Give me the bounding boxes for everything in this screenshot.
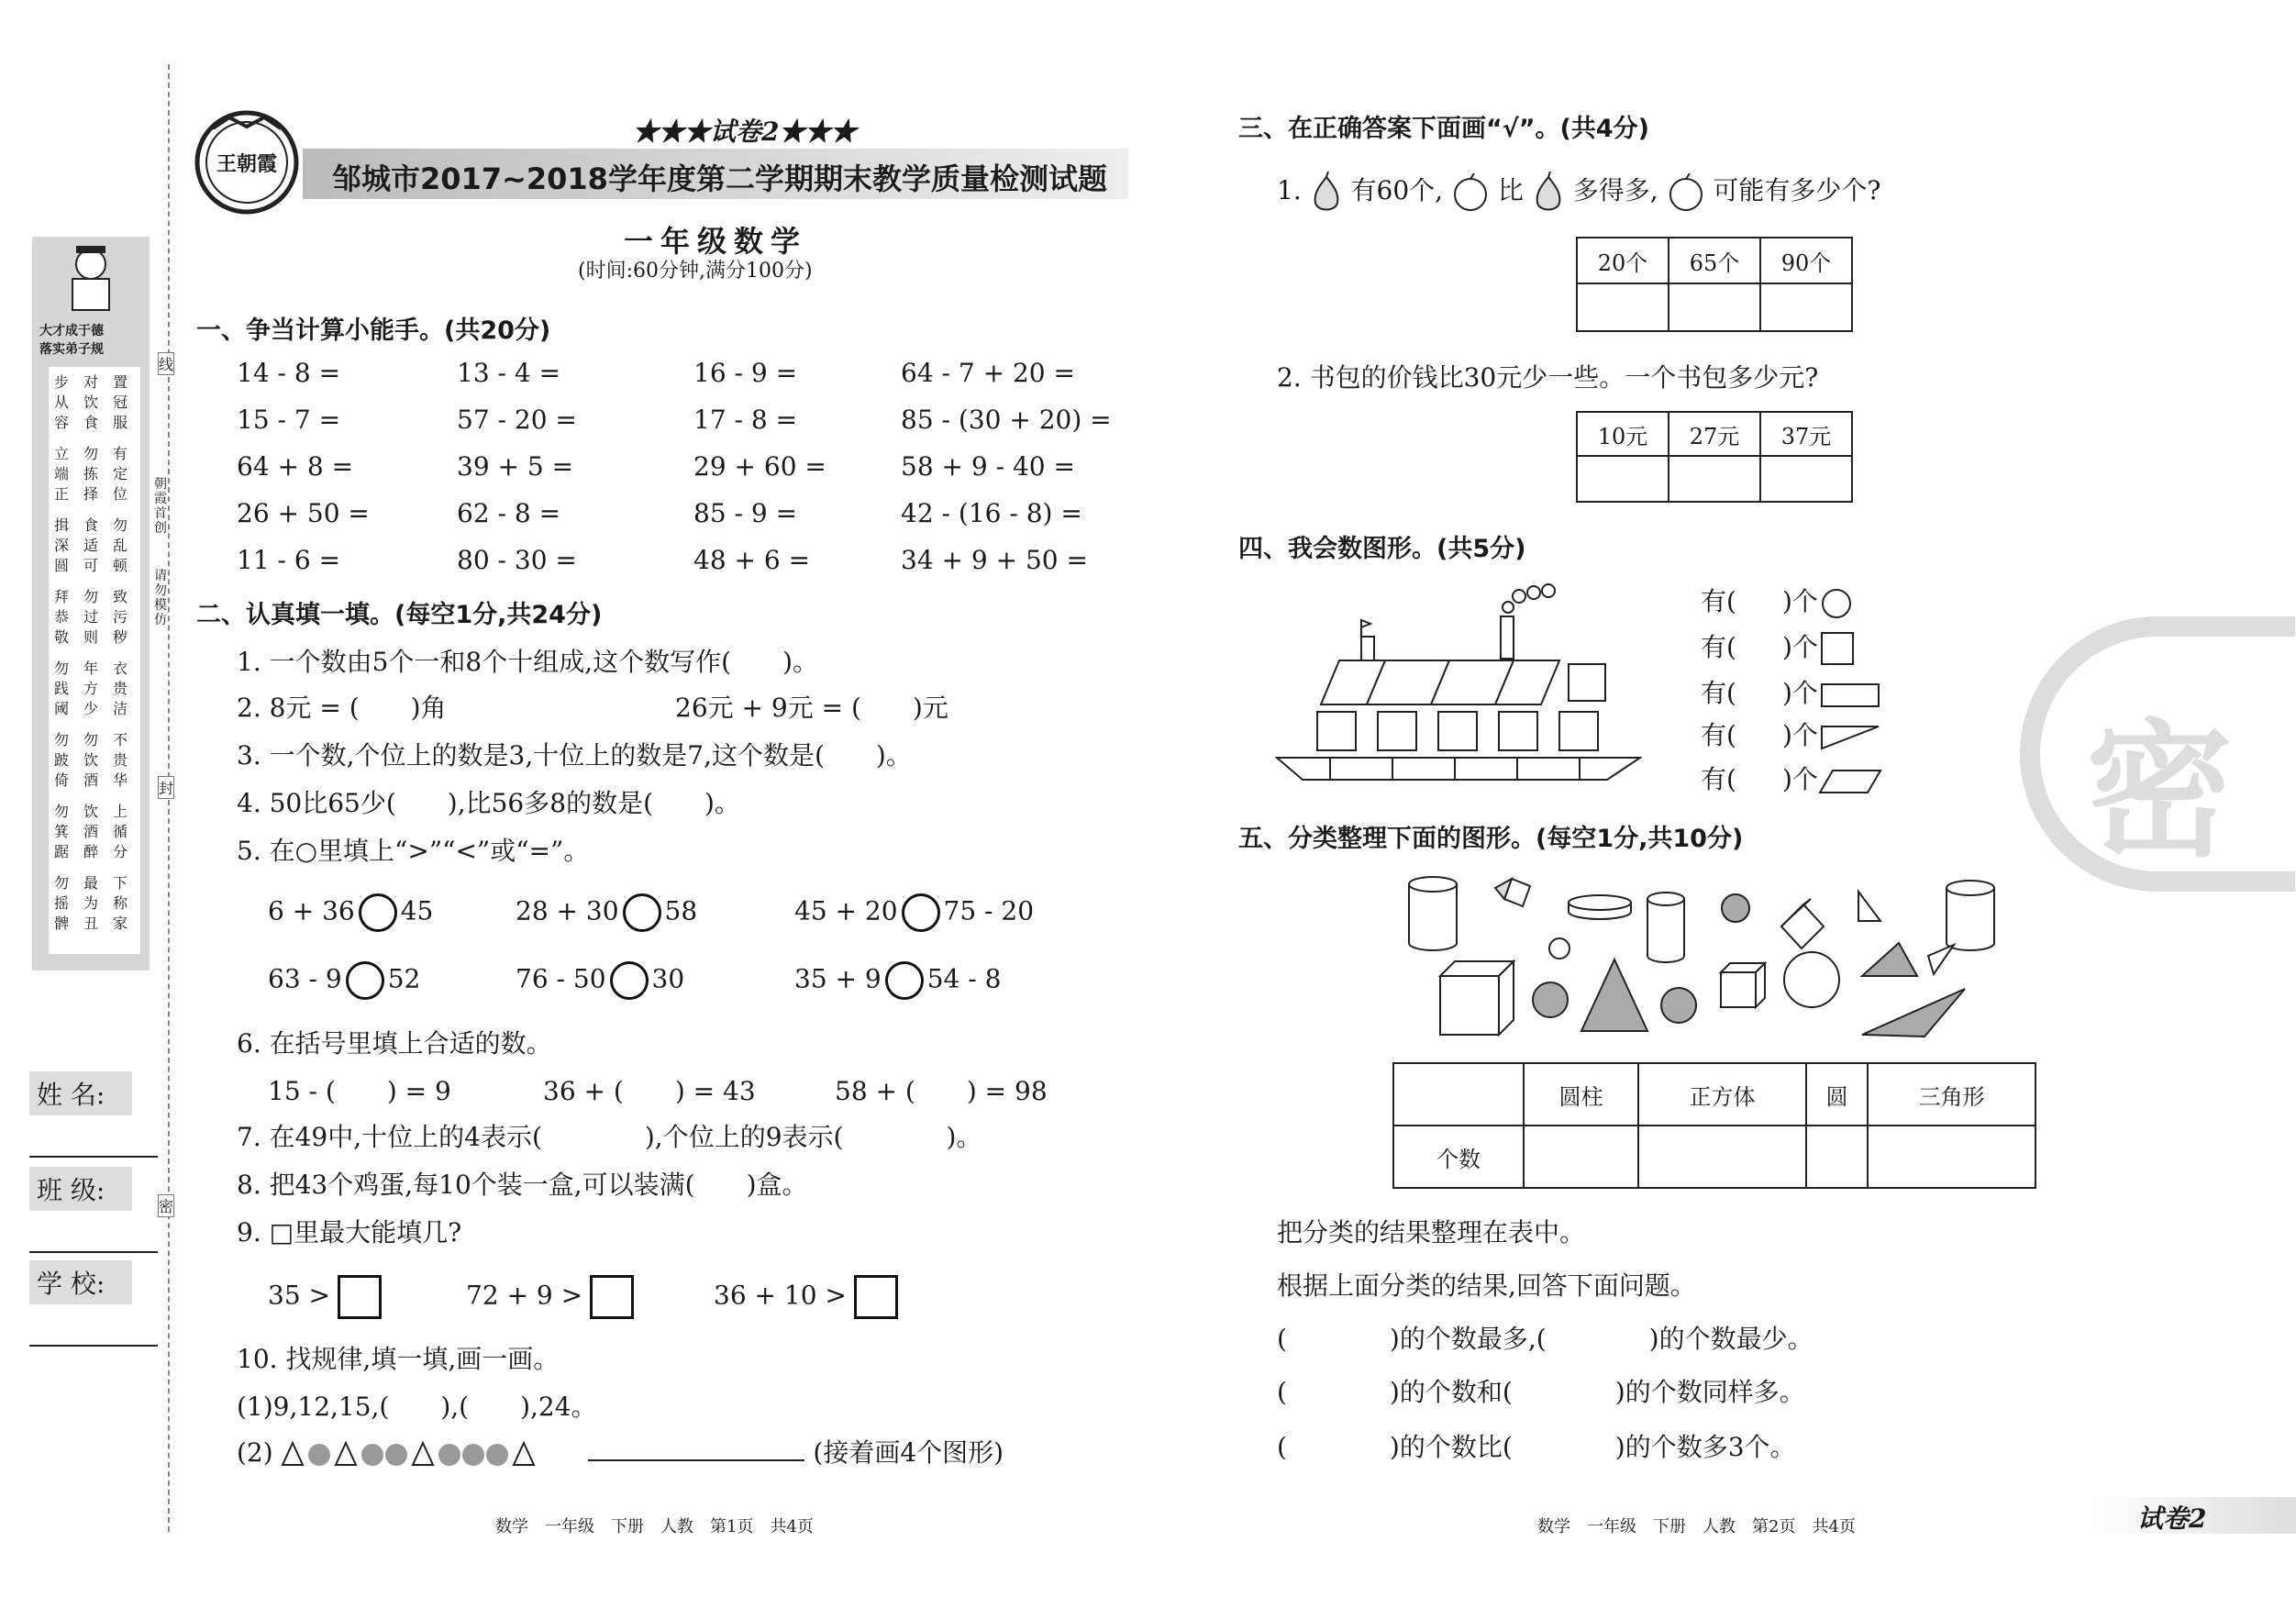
count-row: [1701, 673, 1882, 710]
motto-phrase: 置冠服: [113, 373, 128, 431]
question-2-5: 5. 在○里填上“>”“<”或“=”。: [237, 836, 590, 866]
table-corner: [1393, 1063, 1524, 1126]
q-text-1: 有60个,: [1350, 175, 1444, 205]
motto-phrase: 有定位: [113, 445, 128, 503]
section-2-title: 二、认真填一填。(每空1分,共24分): [196, 601, 603, 629]
calc-problem[interactable]: 64 - 7 + 20 =: [901, 358, 1075, 388]
fill-blank-item[interactable]: 58 + ( ) = 98: [835, 1076, 1048, 1106]
calc-problem[interactable]: 34 + 9 + 50 =: [901, 545, 1088, 575]
rectangle-icon: [1818, 681, 1882, 710]
tick-cell[interactable]: [1577, 283, 1669, 331]
compare-left: 76 - 50: [516, 963, 606, 994]
name-label: 姓 名:: [29, 1071, 132, 1115]
compare-circle[interactable]: [359, 893, 397, 932]
motto-phrase: 勿过则: [83, 588, 99, 646]
cut-mark-line: 线: [158, 352, 174, 375]
tick-cell[interactable]: [1577, 456, 1669, 502]
table-cell[interactable]: [1806, 1126, 1868, 1188]
compare-circle[interactable]: [885, 961, 924, 1000]
calc-problem[interactable]: 15 - 7 =: [237, 405, 341, 435]
school-underline: [29, 1304, 158, 1347]
calc-problem[interactable]: 11 - 6 =: [237, 545, 341, 575]
compare-item: [268, 893, 433, 932]
section-4-title: 四、我会数图形。(共5分): [1238, 535, 1526, 563]
compare-right: 45: [400, 895, 434, 926]
calc-problem[interactable]: 62 - 8 =: [457, 498, 561, 528]
pear-icon: [1532, 172, 1565, 214]
motto-phrase: 步从容: [54, 373, 70, 431]
question-2-1: 1. 一个数由5个一和8个十组成,这个数写作( )。: [237, 647, 818, 677]
count-row: [1701, 627, 1855, 668]
motto-phrase: 对饮食: [83, 373, 99, 431]
pattern-suffix: (接着画4个图形): [813, 1437, 1004, 1468]
page-footer-left: 数学 一年级 下册 人教 第1页 共4页: [495, 1517, 814, 1536]
compare-item: [794, 961, 1001, 1000]
compare-circle[interactable]: [902, 893, 940, 932]
motto-phrase: 饮酒醉: [83, 803, 99, 860]
copyright-note-2: 请勿模仿: [154, 569, 167, 627]
apple-icon: [1667, 173, 1705, 212]
fill-blank-item[interactable]: 36 + ( ) = 43: [543, 1076, 756, 1106]
count-prefix: 有(: [1701, 586, 1736, 616]
choice-option: 37元: [1760, 412, 1852, 456]
compare-item: [794, 893, 1034, 932]
table-header: 圆: [1806, 1063, 1868, 1126]
ship-figure: [1275, 583, 1642, 794]
calc-problem[interactable]: 26 + 50 =: [237, 498, 370, 528]
q-number: 1.: [1277, 175, 1302, 205]
publisher-logo: [193, 108, 301, 216]
class-label: 班 级:: [29, 1167, 132, 1211]
count-row: [1701, 715, 1882, 752]
corner-tab: [2091, 1497, 2296, 1534]
tick-cell[interactable]: [1669, 283, 1760, 331]
square-icon: [1818, 631, 1855, 668]
apple-icon: [1451, 173, 1490, 212]
corner-label: 试卷2: [2137, 1503, 2207, 1534]
count-suffix: )个: [1781, 720, 1818, 750]
calc-problem[interactable]: 29 + 60 =: [693, 451, 826, 482]
exam-tag: ★★★试卷2★★★: [633, 116, 857, 147]
motto-phrase: 勿践阈: [54, 660, 70, 717]
calc-problem[interactable]: 13 - 4 =: [457, 358, 561, 388]
compare-left: 45 + 20: [794, 895, 898, 926]
calc-grid: [237, 358, 1154, 596]
calc-problem[interactable]: 85 - 9 =: [693, 498, 798, 528]
motto-phrase: 上循分: [113, 803, 128, 860]
stamp-character: 密: [2086, 705, 2234, 877]
question-2-8: 8. 把43个鸡蛋,每10个装一盒,可以装满( )盒。: [237, 1170, 808, 1200]
instruction-line: 把分类的结果整理在表中。: [1277, 1217, 1586, 1248]
section-5-title: 五、分类整理下面的图形。(每空1分,共10分): [1238, 825, 1744, 853]
q-text-4: 可能有多少个?: [1713, 175, 1881, 205]
motto-phrase: 揖深圆: [54, 516, 70, 574]
table-header: 正方体: [1638, 1063, 1806, 1126]
count-suffix: )个: [1781, 678, 1818, 708]
answer-line[interactable]: ( )的个数比( )的个数多3个。: [1277, 1432, 1796, 1462]
question-2-2b: 26元 + 9元 = ( )元: [675, 693, 948, 723]
motto-phrase: 勿乱顿: [113, 516, 128, 574]
max-fill-item: [268, 1275, 382, 1319]
motto-phrase: 勿跛倚: [54, 731, 70, 789]
time-note: (时间:60分钟,满分100分): [578, 260, 813, 283]
count-row: [1701, 760, 1882, 796]
q-text-3: 多得多,: [1572, 175, 1658, 205]
pear-icon: [1310, 172, 1343, 214]
parallelogram-icon: [1818, 767, 1882, 796]
motto-phrase: 衣贵洁: [113, 660, 128, 717]
motto-phrase: 拜恭敬: [54, 588, 70, 646]
motto-grid: [49, 367, 140, 954]
table-row-label: 个数: [1393, 1126, 1524, 1188]
fill-blank-item[interactable]: 15 - ( ) = 9: [268, 1076, 451, 1106]
calc-problem[interactable]: 85 - (30 + 20) =: [901, 405, 1112, 435]
question-2-6: 6. 在括号里填上合适的数。: [237, 1028, 552, 1059]
count-prefix: 有(: [1701, 764, 1736, 794]
question-2-9: 9. □里最大能填几?: [237, 1217, 462, 1248]
page-footer-right: 数学 一年级 下册 人教 第2页 共4页: [1537, 1517, 1856, 1536]
motto-phrase: 年方少: [83, 660, 99, 717]
calc-problem[interactable]: 42 - (16 - 8) =: [901, 498, 1082, 528]
section-1-title: 一、争当计算小能手。(共20分): [196, 316, 551, 345]
count-suffix: )个: [1781, 586, 1818, 616]
choice-option: 10元: [1577, 412, 1669, 456]
calc-problem[interactable]: 16 - 9 =: [693, 358, 798, 388]
motto-phrase: 致污秽: [113, 588, 128, 646]
name-field[interactable]: [29, 1071, 158, 1158]
choice-option: 90个: [1760, 238, 1852, 283]
compare-circle[interactable]: [623, 893, 661, 932]
motto-phrase: 食适可: [83, 516, 99, 574]
school-field[interactable]: [29, 1260, 158, 1347]
compare-right: 30: [651, 963, 685, 994]
compare-right: 75 - 20: [943, 895, 1035, 926]
compare-left: 35 + 9: [794, 963, 882, 994]
answer-box[interactable]: [590, 1275, 634, 1319]
compare-item: [516, 961, 684, 1000]
sidebar-motto-panel: [32, 237, 150, 970]
count-prefix: 有(: [1701, 720, 1736, 750]
compare-right: 52: [387, 963, 421, 994]
calc-problem[interactable]: 64 + 8 =: [237, 451, 354, 482]
max-fill-item: [466, 1275, 634, 1319]
compare-left: 28 + 30: [516, 895, 619, 926]
motto-phrase: 勿饮酒: [83, 731, 99, 789]
tick-cell[interactable]: [1760, 456, 1852, 502]
choice-table-2: [1576, 411, 1853, 503]
table-cell[interactable]: [1638, 1126, 1806, 1188]
pattern-prefix: (2): [237, 1437, 273, 1468]
question-3-2: 2. 书包的价钱比30元少一些。一个书包多少元?: [1277, 362, 1819, 393]
calc-problem[interactable]: 57 - 20 =: [457, 405, 577, 435]
table-cell[interactable]: [1868, 1126, 2035, 1188]
q-text-2: 比: [1497, 175, 1524, 205]
question-2-4: 4. 50比65少( ),比56多8的数是( )。: [237, 788, 740, 818]
choice-option: 27元: [1669, 412, 1760, 456]
motto-phrase: 最为丑: [83, 874, 99, 932]
count-row: [1701, 582, 1855, 620]
draw-answer-line[interactable]: [588, 1437, 804, 1461]
confidential-stamp: [2020, 616, 2295, 892]
table-header: 三角形: [1868, 1063, 2035, 1126]
compare-circle[interactable]: [610, 961, 649, 1000]
count-prefix: 有(: [1701, 678, 1736, 708]
calc-problem[interactable]: 58 + 9 - 40 =: [901, 451, 1075, 482]
motto-phrase: 立端正: [54, 445, 70, 503]
logo-text: 王朝霞: [216, 152, 277, 176]
tick-cell[interactable]: [1760, 283, 1852, 331]
motto-phrase: 不贵华: [113, 731, 128, 789]
question-2-3: 3. 一个数,个位上的数是3,十位上的数是7,这个数是( )。: [237, 740, 912, 771]
cut-mark-secret: 密: [158, 1194, 174, 1217]
calc-problem[interactable]: 17 - 8 =: [693, 405, 798, 435]
max-fill-expr: 35 >: [268, 1280, 330, 1311]
answer-line[interactable]: ( )的个数最多,( )的个数最少。: [1277, 1324, 1814, 1354]
compare-circle[interactable]: [346, 961, 384, 1000]
tick-cell[interactable]: [1669, 456, 1760, 502]
max-fill-item: [714, 1275, 898, 1319]
table-cell[interactable]: [1524, 1126, 1638, 1188]
section-3-title: 三、在正确答案下面画“√”。(共4分): [1238, 115, 1649, 143]
compare-item: [268, 961, 420, 1000]
answer-line[interactable]: ( )的个数和( )的个数同样多。: [1277, 1377, 1805, 1407]
question-2-2a: 2. 8元 = ( )角: [237, 693, 447, 723]
max-fill-expr: 36 + 10 >: [714, 1280, 847, 1311]
motto-phrase: 下称家: [113, 874, 128, 932]
shapes-figure: [1403, 871, 2027, 1046]
question-3-1: [1277, 171, 1880, 214]
subject-title: 一年级数学: [624, 224, 808, 259]
count-prefix: 有(: [1701, 632, 1736, 662]
count-suffix: )个: [1781, 632, 1818, 662]
classification-table: [1392, 1062, 2036, 1189]
compare-left: 6 + 36: [268, 895, 355, 926]
choice-option: 65个: [1669, 238, 1760, 283]
calc-problem[interactable]: 39 + 5 =: [457, 451, 574, 482]
choice-table-1: [1576, 237, 1853, 332]
count-suffix: )个: [1781, 764, 1818, 794]
calc-problem[interactable]: 48 + 6 =: [693, 545, 811, 575]
calc-problem[interactable]: 80 - 30 =: [457, 545, 577, 575]
main-title: 邹城市2017~2018学年度第二学期期末教学质量检测试题: [332, 161, 1107, 196]
school-label: 学 校:: [29, 1260, 132, 1304]
instruction-line: 根据上面分类的结果,回答下面问题。: [1277, 1270, 1696, 1301]
answer-box[interactable]: [338, 1275, 382, 1319]
motto-top-2: 落实弟子规: [39, 342, 104, 357]
question-2-10-1: (1)9,12,15,( ),( ),24。: [237, 1392, 597, 1422]
motto-top-1: 大才成于德: [39, 324, 104, 338]
motto-phrase: 勿拣择: [83, 445, 99, 503]
shape-pattern: [282, 1440, 581, 1469]
choice-option: 20个: [1577, 238, 1669, 283]
answer-box[interactable]: [854, 1275, 898, 1319]
calc-problem[interactable]: 14 - 8 =: [237, 358, 341, 388]
compare-right: 54 - 8: [926, 963, 1002, 994]
circle-icon: [1818, 587, 1855, 620]
class-underline: [29, 1211, 158, 1253]
copyright-note-1: 朝霞首创: [154, 477, 167, 536]
question-2-7: 7. 在49中,十位上的4表示( ),个位上的9表示( )。: [237, 1122, 982, 1152]
question-2-10-2: [237, 1433, 1004, 1469]
question-2-10: 10. 找规律,填一填,画一画。: [237, 1344, 560, 1374]
compare-item: [516, 893, 697, 932]
motto-phrase: 勿摇髀: [54, 874, 70, 932]
motto-phrase: 勿箕踞: [54, 803, 70, 860]
child-figure: [60, 244, 122, 317]
compare-right: 58: [664, 895, 698, 926]
compare-left: 63 - 9: [268, 963, 342, 994]
triangle-icon: [1818, 723, 1882, 752]
name-underline: [29, 1115, 158, 1158]
class-field[interactable]: [29, 1167, 158, 1253]
max-fill-expr: 72 + 9 >: [466, 1280, 583, 1311]
cut-mark-seal: 封: [158, 776, 174, 799]
table-header: 圆柱: [1524, 1063, 1638, 1126]
